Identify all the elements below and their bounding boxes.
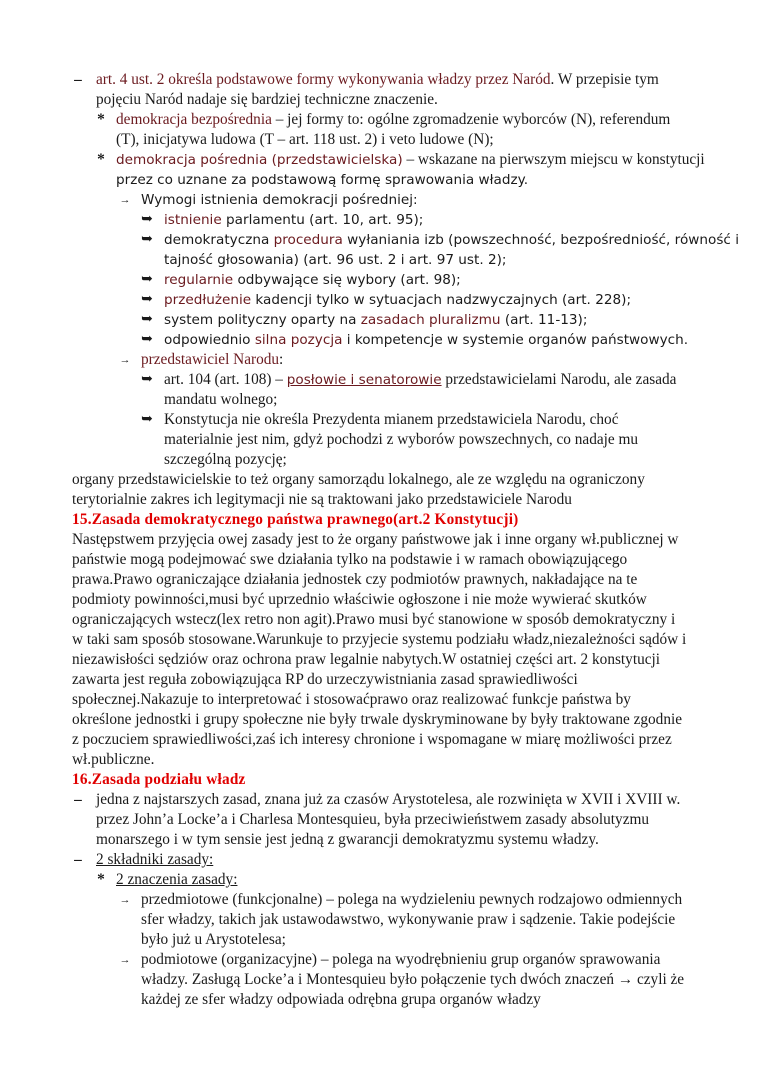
text-line: każdej ze sfer władzy odpowiada odrębna grupa organów władzy bbox=[141, 991, 541, 1008]
list-item: ➥ system polityczny oparty na zasadach pluralizmu (art. 11-13); bbox=[0, 310, 760, 330]
text-line: mandatu wolnego; bbox=[164, 391, 278, 408]
paragraph-line: określone jednostki i grupy społeczne nie były trwale dyskryminowane by były traktowane zgodnie bbox=[72, 711, 683, 728]
term-highlight: demokracja pośrednia (przedstawicielska) bbox=[116, 152, 403, 168]
text-line: szczególną pozycję; bbox=[164, 451, 287, 468]
term-highlight: istnienie bbox=[164, 212, 222, 228]
list-item bbox=[0, 410, 760, 430]
text-line: podmiotowe (organizacyjne) – polega na wyodrębnieniu grup organów sprawowania bbox=[141, 951, 661, 968]
text-line: władzy. Zasługą Locke’a i Montesquieu było połączenie tych dwóch znaczeń → czyli że bbox=[141, 971, 685, 988]
subheading: Wymogi istnienia demokracji pośredniej: bbox=[141, 192, 418, 208]
hand-arrow-icon: ➥ bbox=[141, 272, 153, 287]
list-item: ➥ demokratyczna procedura wyłaniania izb (powszechność, bezpośredniość, równość i bbox=[0, 230, 760, 250]
text-line: tajność głosowania) (art. 96 ust. 2 i art. 97 ust. 2); bbox=[164, 252, 507, 268]
text-line: przedmiotowe (funkcjonalne) – polega na wydzieleniu pewnych rodzajowo odmiennych bbox=[141, 891, 683, 908]
list-item: ➥ odpowiednio silna pozycja i kompetencje w systemie organów państwowych. bbox=[0, 330, 760, 350]
text-line: organy przedstawicielskie to też organy samorządu lokalnego, ale ze względu na ograniczony bbox=[72, 471, 645, 488]
hand-arrow-icon: ➥ bbox=[141, 332, 153, 347]
subheading: przedstawiciel Narodu bbox=[141, 351, 280, 368]
list-item: ➥ istnienie parlamentu (art. 10, art. 95); bbox=[0, 210, 760, 230]
underlined-label: 2 składniki zasady: bbox=[96, 851, 214, 868]
hand-arrow-icon: ➥ bbox=[141, 372, 153, 387]
underlined-term: posłowie i senatorowie bbox=[286, 372, 442, 388]
document-page bbox=[0, 70, 760, 1010]
text-line: było już u Arystotelesa; bbox=[141, 931, 286, 948]
arrow-bullet: → bbox=[119, 954, 131, 966]
text-line: pojęciu Naród nadaje się bardziej techniczne znaczenie. bbox=[96, 91, 438, 108]
paragraph-line: wł.publiczne. bbox=[72, 751, 155, 768]
hand-arrow-icon: ➥ bbox=[141, 212, 153, 227]
paragraph-line: z poczuciem sprawiedliwości,zaś ich interesy chronione i wspomagane w miarę możliwości przez bbox=[72, 731, 672, 748]
paragraph-line: państwie mogą podejmować swe działania tylko na podstawie i w ramach obowiązującego bbox=[72, 551, 628, 568]
list-item bbox=[0, 190, 760, 210]
term-highlight: podstawowe formy wykonywania władzy przez Naród bbox=[216, 71, 551, 88]
text-line: przez co uznane za podstawową formę sprawowania władzy. bbox=[116, 172, 529, 188]
text-line: jedna z najstarszych zasad, znana już za czasów Arystotelesa, ale rozwinięta w XVII i XVIII w. bbox=[96, 791, 681, 808]
paragraph-line: podmioty powinności,musi być uprzednio właściwie ogłoszone i nie może wywierać skutków bbox=[72, 591, 647, 608]
star-bullet: * bbox=[97, 111, 105, 128]
list-item: – art. 4 ust. 2 określa podstawowe formy wykonywania władzy przez Naród. W przepisie tym bbox=[0, 70, 760, 90]
text-line: monarszego i w tym sensie jest jedną z gwarancji demokratyzmu systemu władzy. bbox=[96, 831, 599, 848]
term-highlight: silna pozycja bbox=[254, 332, 343, 348]
paragraph-line: Następstwem przyjęcia owej zasady jest to że organy państwowe jak i inne organy wł.publicznej w bbox=[72, 531, 679, 548]
dash-bullet: – bbox=[74, 71, 82, 88]
arrow-bullet: → bbox=[119, 194, 131, 206]
arrow-bullet: → bbox=[119, 354, 131, 366]
arrow-bullet: → bbox=[119, 894, 131, 906]
term-highlight: procedura bbox=[273, 232, 343, 248]
list-item: ➥ regularnie odbywające się wybory (art. 98); bbox=[0, 270, 760, 290]
list-item: * demokracja bezpośrednia – jej formy to: ogólne zgromadzenie wyborców (N), referendum bbox=[97, 111, 671, 128]
dash-bullet: – bbox=[74, 791, 82, 808]
underlined-label: 2 znaczenia zasady: bbox=[116, 871, 238, 888]
text-line: sfer władzy, takich jak ustawodawstwo, wykonywanie praw i sądzenie. Takie podejście bbox=[141, 911, 676, 928]
list-item bbox=[0, 790, 760, 810]
paragraph-line: w taki sam sposób stosowane.Warunkuje to przyjecie systemu podziału władz,niezależności sądów i bbox=[72, 631, 687, 648]
star-bullet: * bbox=[97, 871, 105, 888]
hand-arrow-icon: ➥ bbox=[141, 232, 153, 247]
text-line: (T), inicjatywa ludowa (T – art. 118 ust. 2) i veto ludowe (N); bbox=[116, 131, 494, 148]
hand-arrow-icon: ➥ bbox=[141, 292, 153, 307]
list-item bbox=[0, 870, 760, 890]
section-heading-15: 15.Zasada demokratycznego państwa prawnego(art.2 Konstytucji) bbox=[72, 511, 519, 528]
paragraph-line: zawarta jest reguła zobowiązująca RP do urzeczywistniania zasad sprawiedliwości bbox=[72, 671, 578, 688]
list-item: ➥ przedłużenie kadencji tylko w sytuacjach nadzwyczajnych (art. 228); bbox=[0, 290, 760, 310]
hand-arrow-icon: ➥ bbox=[141, 312, 153, 327]
star-bullet: * bbox=[97, 151, 105, 168]
term-highlight: zasadach pluralizmu bbox=[360, 312, 501, 328]
text-line: przez John’a Locke’a i Charlesa Montesquieu, była przeciwieństwem zasady absolutyzmu bbox=[96, 811, 650, 828]
list-item bbox=[0, 850, 760, 870]
text-line: Konstytucja nie określa Prezydenta mianem przedstawiciela Narodu, choć bbox=[164, 411, 619, 428]
paragraph-line: prawa.Prawo ograniczające działania jednostek czy podmiotów prawnych, nakładające na te bbox=[72, 571, 638, 588]
list-item bbox=[0, 950, 760, 970]
paragraph-line: społecznej.Nakazuje to interpretować i stosowaćprawo oraz realizować funkcje państwa by bbox=[72, 691, 631, 708]
list-item bbox=[0, 890, 760, 910]
term-highlight: przedłużenie bbox=[164, 292, 252, 308]
term-highlight: demokracja bezpośrednia bbox=[116, 111, 272, 128]
text-line: materialnie jest nim, gdyż pochodzi z wyborów powszechnych, co nadaje mu bbox=[164, 431, 639, 448]
term-highlight: regularnie bbox=[164, 272, 234, 288]
section-heading-16: 16.Zasada podziału władz bbox=[72, 771, 246, 788]
paragraph-line: niezawisłości sędziów oraz ochrona praw legalnie nabytych.W ostatniej części art. 2 konstytucji bbox=[72, 651, 661, 668]
list-item: * demokracja pośrednia (przedstawicielska) – wskazane na pierwszym miejscu w konstytucji bbox=[97, 151, 705, 168]
text-line: terytorialnie zakres ich legitymacji nie są traktowani jako przedstawiciele Narodu bbox=[72, 491, 572, 508]
dash-bullet: – bbox=[74, 851, 82, 868]
article-ref: art. 4 ust. 2 określa bbox=[96, 71, 217, 88]
list-item: ➥ art. 104 (art. 108) – posłowie i senatorowie przedstawicielami Narodu, ale zasada bbox=[0, 370, 760, 390]
list-item: → przedstawiciel Narodu: bbox=[119, 351, 284, 368]
hand-arrow-icon: ➥ bbox=[141, 412, 153, 427]
paragraph-line: ograniczających wstecz(lex retro non agit).Prawo musi być stanowione w sposób demokratyczny i bbox=[72, 611, 676, 628]
